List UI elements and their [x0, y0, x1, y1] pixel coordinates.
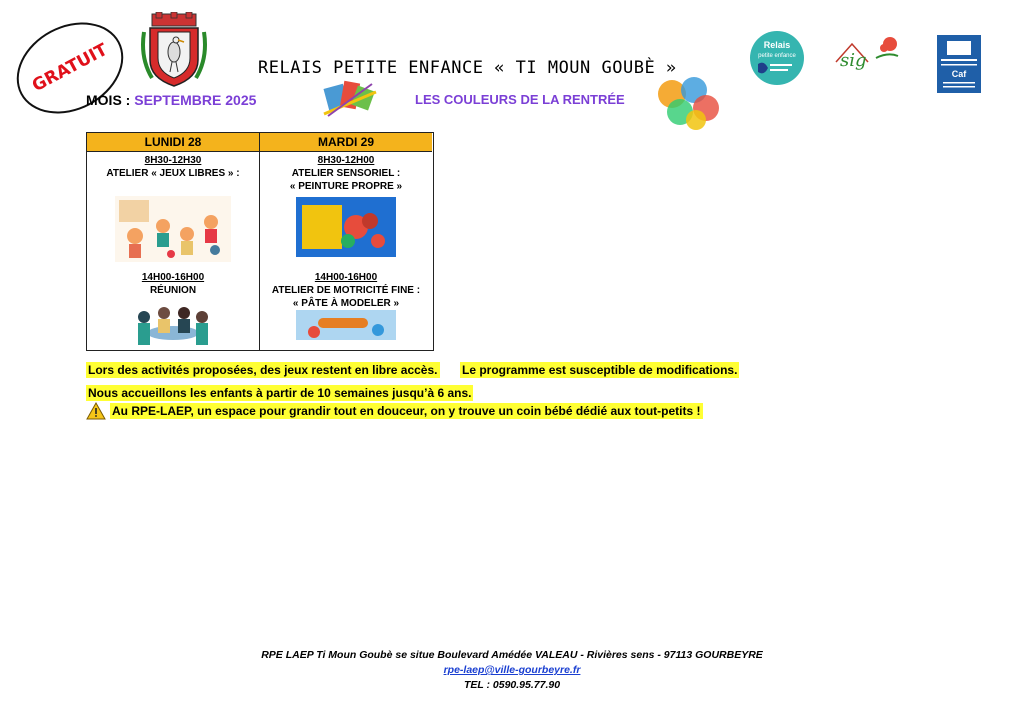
note-program-changes: Le programme est susceptible de modifications.	[462, 363, 738, 377]
morning-time: 8H30-12H30	[144, 155, 202, 166]
caf-logo-text: Caf	[951, 69, 967, 79]
children-playing-image	[115, 196, 231, 262]
caf-logo	[937, 35, 981, 93]
afternoon-activity: ATELIER DE MOTRICITÉ FINE :	[271, 285, 421, 296]
day-column-tuesday	[260, 133, 432, 350]
morning-activity: ATELIER « JEUX LIBRES » :	[106, 168, 240, 179]
morning-slot-tuesday	[260, 154, 432, 257]
footer	[0, 648, 1024, 693]
relais-petite-enfance-logo	[748, 30, 806, 86]
hands-paint-image	[650, 70, 728, 132]
afternoon-slot-monday	[87, 271, 259, 351]
afternoon-time: 14H00-16H00	[314, 272, 378, 283]
warning-icon	[86, 402, 106, 420]
note-baby-corner	[86, 402, 703, 420]
relais-logo-line2: petite enfance	[758, 53, 796, 59]
morning-activity: ATELIER SENSORIEL :	[291, 168, 401, 179]
town-crest-icon	[138, 12, 210, 90]
morning-time: 8H30-12H00	[317, 155, 375, 166]
footer-tel: TEL : 0590.95.77.90	[463, 679, 561, 691]
footer-address: RPE LAEP Ti Moun Goubè se situe Boulevard Amédée VALEAU - Rivières sens - 97113 GOURBEYRE	[261, 649, 763, 661]
note-free-games: Lors des activités proposées, des jeux restent en libre accès.	[88, 363, 438, 377]
gratuit-stamp	[1, 5, 139, 132]
month-line	[86, 92, 256, 108]
schedule-table	[86, 132, 434, 351]
gratuit-text: GRATUIT	[29, 39, 111, 97]
afternoon-time: 14H00-16H00	[141, 272, 205, 283]
page-title: RELAIS PETITE ENFANCE « TI MOUN GOUBÈ »	[258, 58, 677, 78]
month-label: MOIS :	[86, 92, 131, 108]
footer-email-link[interactable]: rpe-laep@ville-gourbeyre.fr	[443, 664, 581, 676]
paint-activity-image	[296, 197, 396, 257]
play-dough-image	[296, 310, 396, 340]
school-supplies-image	[322, 78, 378, 118]
morning-slot-monday	[87, 154, 259, 262]
morning-detail: « PEINTURE PROPRE »	[289, 181, 403, 192]
afternoon-activity: RÉUNION	[149, 285, 197, 296]
sig-logo	[832, 32, 912, 72]
day-header-tuesday: MARDI 29	[260, 133, 432, 152]
day-header-monday: LUNIDI 28	[87, 133, 259, 152]
month-value: SEPTEMBRE 2025	[134, 92, 257, 108]
note-age-range: Nous accueillons les enfants à partir de 10 semaines jusqu’à 6 ans.	[88, 386, 472, 400]
relais-logo-line1: Relais	[763, 40, 791, 50]
theme-title: LES COULEURS DE LA RENTRÉE	[415, 92, 625, 107]
day-column-monday	[87, 133, 260, 350]
afternoon-slot-tuesday	[260, 271, 432, 340]
sig-logo-text: sig	[840, 50, 867, 71]
note-baby-corner-text: Au RPE-LAEP, un espace pour grandir tout en douceur, on y trouve un coin bébé dédié aux tout-petits !	[112, 404, 701, 418]
afternoon-detail: « PÂTE À MODELER »	[292, 298, 400, 309]
meeting-image	[128, 301, 218, 351]
